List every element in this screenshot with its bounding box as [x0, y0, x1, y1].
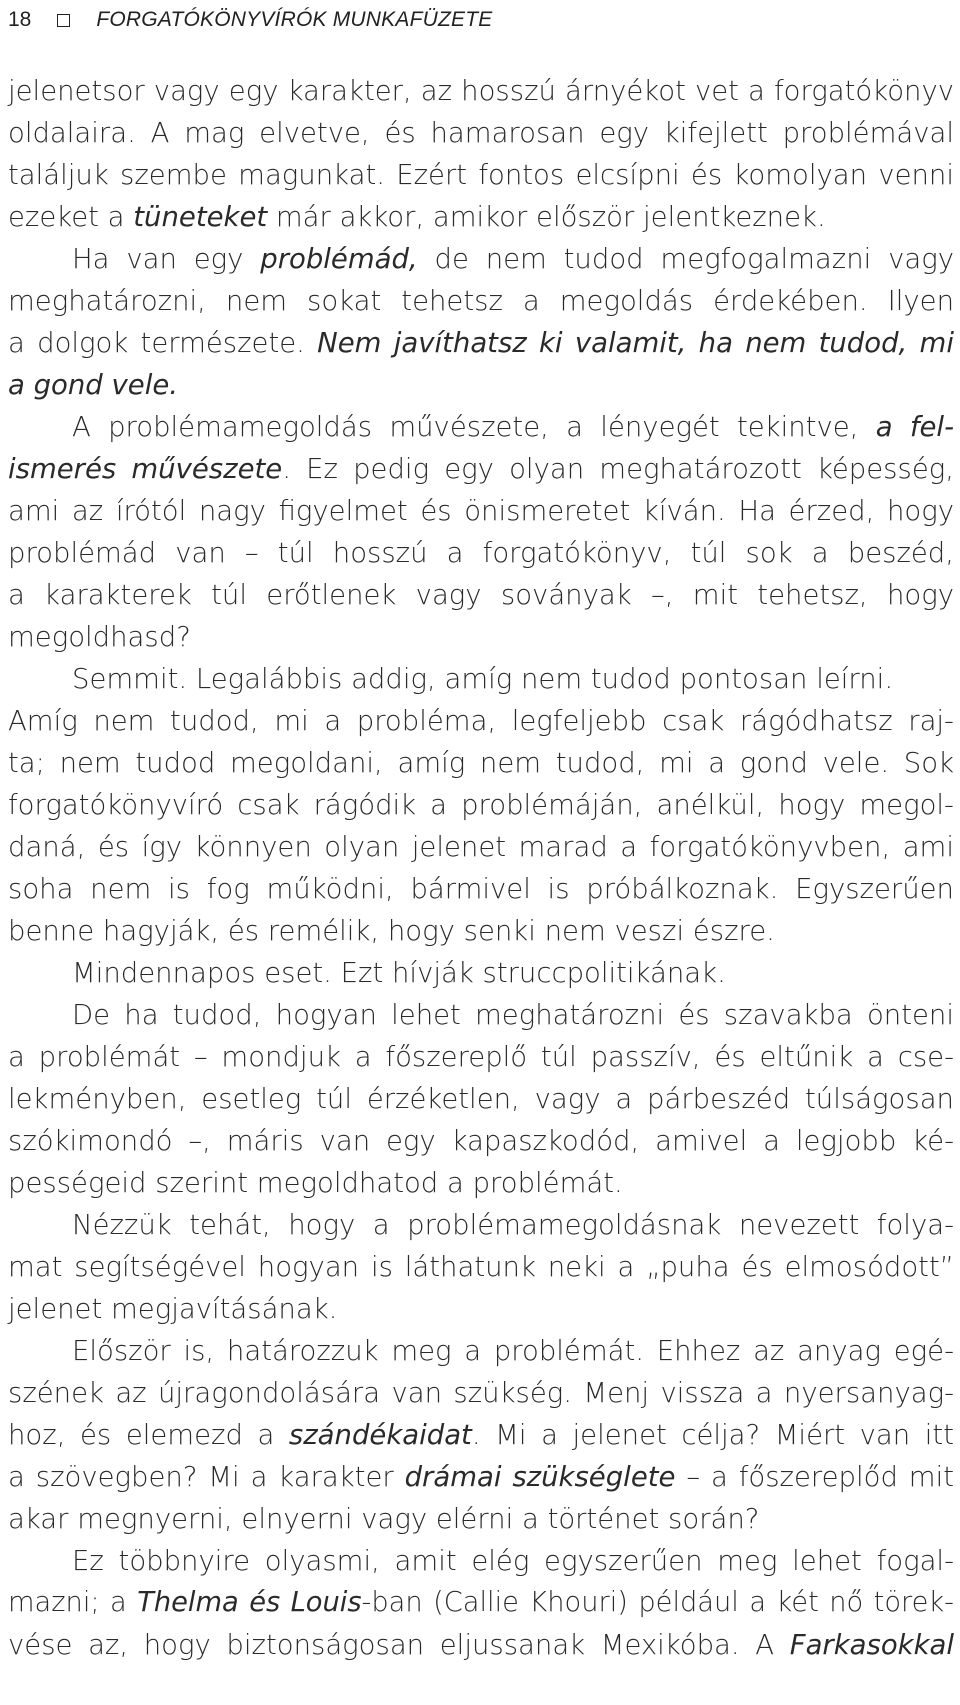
text-line: Először is, határozzuk meg a problémát. Ehhez az anyag egé- [72, 1335, 954, 1367]
text-line: De ha tudod, hogyan lehet meghatározni és szavakba önteni [72, 999, 954, 1031]
body-text [8, 70, 954, 1666]
text-line: Amíg nem tudod, mi a probléma, legfeljebb csak rágódhatsz raj- [8, 705, 954, 737]
text-line: benne hagyják, és remélik, hogy senki nem veszi észre. [8, 915, 775, 947]
text-line: Ez többnyire olyasmi, amit elég egyszerűen meg lehet fogal- [72, 1545, 954, 1577]
text-line: mat segítségével hogyan is láthatunk neki a „puha és elmosódott” [8, 1251, 954, 1283]
text-line: lekményben, esetleg túl érzéketlen, vagy a párbeszéd túlságosan [8, 1083, 954, 1115]
running-header [8, 6, 492, 34]
text-line: mazni; a Thelma és Louis-ban (Callie Khouri) például a két nő törek- [8, 1587, 954, 1618]
text-line: soha nem is fog működni, bármivel is próbálkoznak. Egyszerűen [8, 873, 954, 905]
running-title: FORGATÓKÖNYVÍRÓK MUNKAFÜZETE [96, 8, 493, 31]
text-line: vése az, hogy biztonságosan eljussanak Mexikóba. A Farkasokkal [8, 1629, 954, 1661]
text-line: Semmit. Legalábbis addig, amíg nem tudod pontosan leírni. [72, 663, 894, 695]
text-line: problémád van – túl hosszú a forgatókönyv, túl sok a beszéd, [8, 537, 954, 569]
text-line: ismerés művészete. Ez pedig egy olyan meghatározott képesség, [8, 453, 954, 485]
text-line: a szövegben? Mi a karakter drámai szükséglete – a főszereplőd mit [8, 1461, 954, 1493]
text-line: Ha van egy problémád, de nem tudod megfogalmazni vagy [72, 243, 954, 275]
page-number: 18 [8, 8, 32, 31]
text-line: daná, és így könnyen olyan jelenet marad a forgatókönyvben, ami [8, 831, 954, 863]
text-line: A problémamegoldás művészete, a lényegét tekintve, a fel- [72, 411, 954, 443]
text-line: oldalaira. A mag elvetve, és hamarosan egy kifejlett problémával [8, 117, 954, 149]
text-line: ta; nem tudod megoldani, amíg nem tudod, mi a gond vele. Sok [8, 747, 954, 779]
text-line: meghatározni, nem sokat tehetsz a megoldás érdekében. Ilyen [8, 285, 954, 317]
text-line: a problémát – mondjuk a főszereplő túl passzív, és eltűnik a cse- [8, 1041, 954, 1073]
text-line: akar megnyerni, elnyerni vagy elérni a történet során? [8, 1503, 760, 1535]
text-line: pességeid szerint megoldhatod a problémát. [8, 1167, 623, 1199]
text-line: forgatókönyvíró csak rágódik a problémáján, anélkül, hogy megol- [8, 789, 954, 821]
text-line: jelenetsor vagy egy karakter, az hosszú árnyékot vet a forgatókönyv [8, 75, 954, 107]
text-line: ami az írótól nagy figyelmet és önismeretet kíván. Ha érzed, hogy [8, 495, 954, 527]
text-line: szének az újragondolására van szükség. Menj vissza a nyersanyag- [8, 1377, 954, 1409]
text-line: találjuk szembe magunkat. Ezért fontos elcsípni és komolyan venni [8, 159, 954, 191]
text-line: megoldhasd? [8, 621, 191, 653]
text-line: hoz, és elemezd a szándékaidat. Mi a jelenet célja? Miért van itt [8, 1419, 954, 1451]
square-bullet-icon [57, 14, 70, 27]
text-line: a karakterek túl erőtlenek vagy soványak –, mit tehetsz, hogy [8, 579, 954, 611]
text-line: Nézzük tehát, hogy a problémamegoldásnak nevezett folya- [72, 1209, 954, 1241]
text-line: ezeket a tüneteket már akkor, amikor először jelentkeznek. [8, 201, 826, 233]
text-line: Mindennapos eset. Ezt hívják struccpolitikának. [72, 957, 726, 989]
text-line: a dolgok természete. Nem javíthatsz ki valamit, ha nem tudod, mi [8, 327, 954, 359]
text-line: a gond vele. [8, 369, 178, 401]
text-line: szókimondó –, máris van egy kapaszkodód, amivel a legjobb ké- [8, 1125, 954, 1157]
text-line: jelenet megjavításának. [8, 1293, 338, 1325]
